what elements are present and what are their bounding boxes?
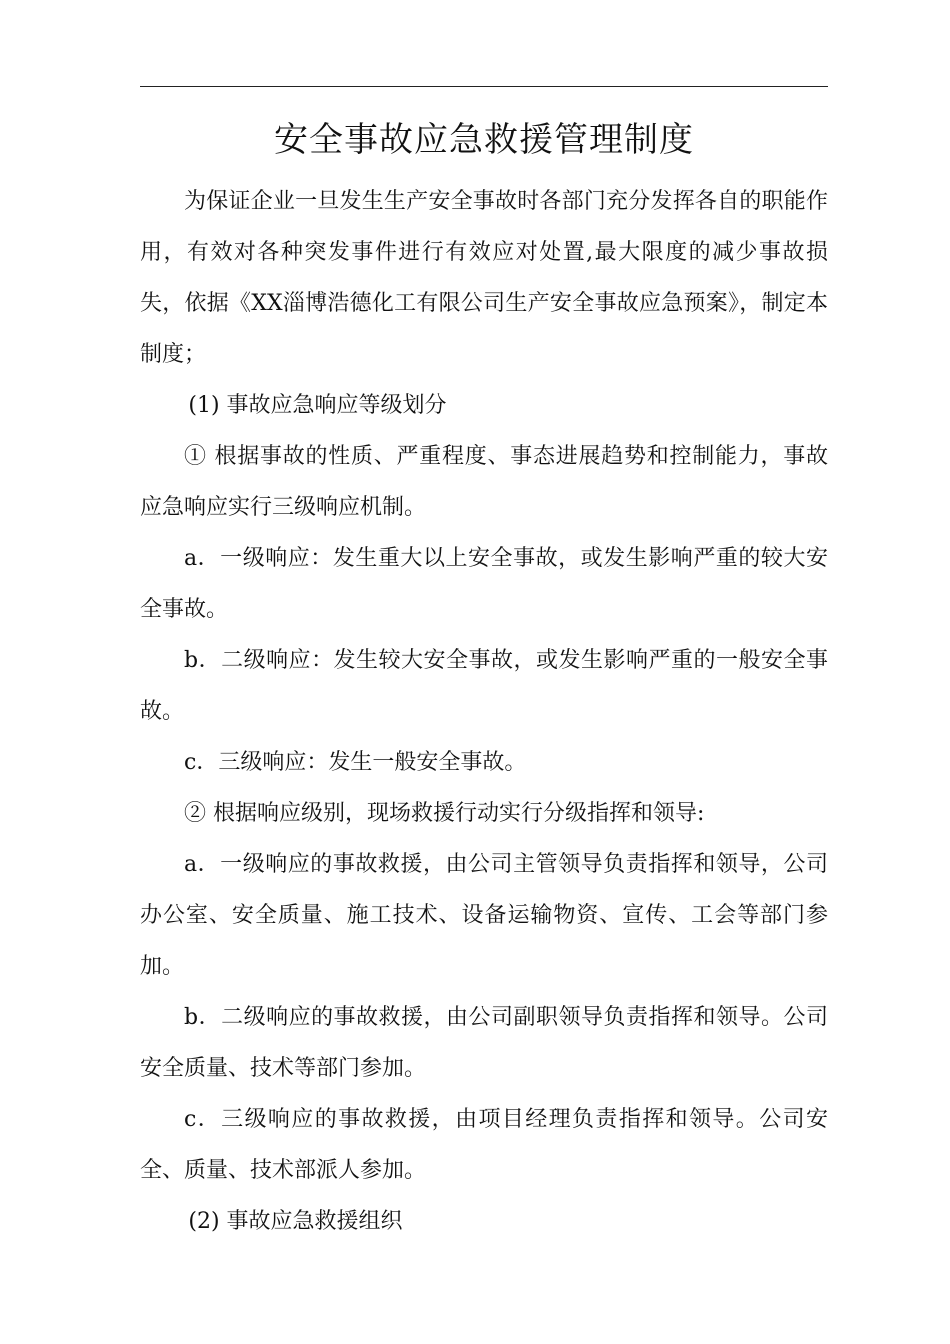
paragraph-level-2: b．二级响应：发生较大安全事故，或发生影响严重的一般安全事故。 [140, 648, 828, 724]
paragraph-level-1: a．一级响应：发生重大以上安全事故，或发生影响严重的较大安全事故。 [140, 546, 828, 622]
paragraph-command-level-1: a．一级响应的事故救援，由公司主管领导负责指挥和领导，公司办公室、安全质量、施工技术、设备运输物资、宣传、工会等部门参加。 [140, 852, 828, 979]
paragraph-response-mechanism: ① 根据事故的性质、严重程度、事态进展趋势和控制能力，事故应急响应实行三级响应机制。 [140, 444, 828, 520]
header-rule [140, 86, 828, 87]
section-heading-2: (2) 事故应急救援组织 [188, 1209, 403, 1234]
document-body [140, 176, 828, 1247]
paragraph-command: ② 根据响应级别，现场救援行动实行分级指挥和领导: [184, 801, 705, 826]
section-heading-1: (1) 事故应急响应等级划分 [188, 393, 447, 418]
paragraph-command-level-3: c．三级响应的事故救援，由项目经理负责指挥和领导。公司安全、质量、技术部派人参加。 [140, 1107, 828, 1183]
paragraph-level-3: c．三级响应：发生一般安全事故。 [184, 750, 527, 775]
document-title: 安全事故应急救援管理制度 [274, 120, 694, 160]
intro-paragraph: 为保证企业一旦发生生产安全事故时各部门充分发挥各自的职能作用，有效对各种突发事件进行有效应对处置,最大限度的减少事故损失，依据《XX淄博浩德化工有限公司生产安全事故应急预案》，制定本制度； [140, 189, 828, 367]
paragraph-command-level-2: b．二级响应的事故救援，由公司副职领导负责指挥和领导。公司安全质量、技术等部门参加。 [140, 1005, 828, 1081]
